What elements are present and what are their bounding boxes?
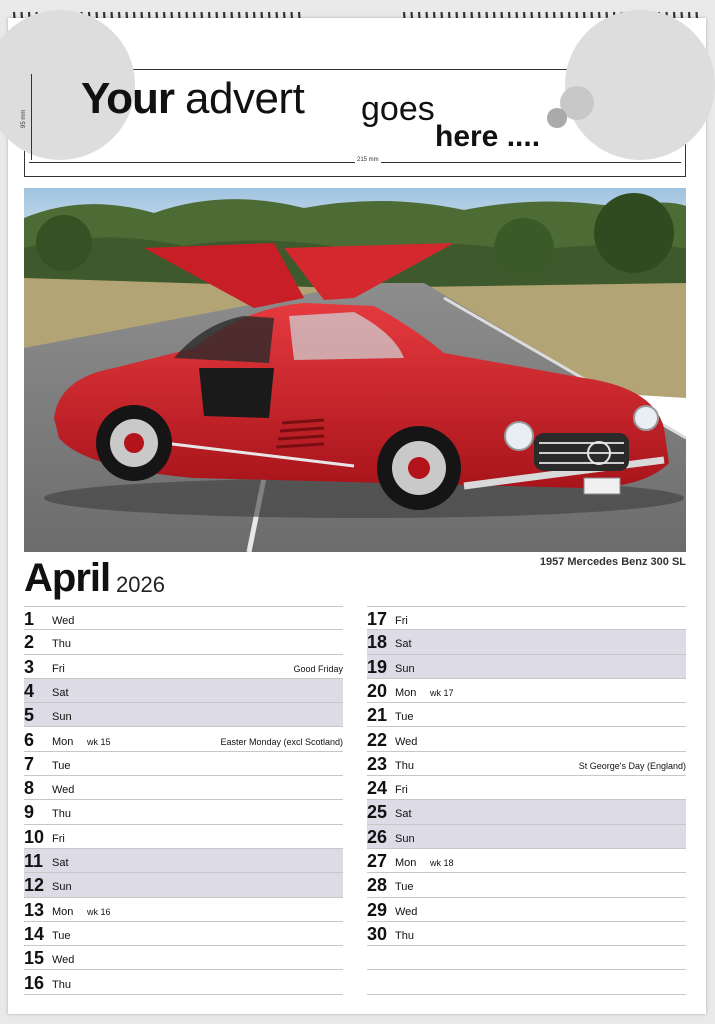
day-row: [24, 898, 343, 922]
day-row: [24, 752, 343, 776]
day-of-week: Sun: [395, 662, 415, 675]
day-number: 7: [24, 753, 35, 774]
day-row: [367, 873, 686, 897]
day-number: 22: [367, 729, 388, 750]
day-of-week: Mon: [52, 735, 74, 748]
day-number: 1: [24, 609, 35, 629]
day-of-week: Sun: [395, 832, 415, 845]
advert-word-advert: advert: [185, 74, 305, 123]
day-number: 29: [367, 899, 388, 920]
day-row: [367, 898, 686, 922]
day-of-week: Thu: [395, 759, 414, 772]
day-number: 15: [24, 948, 45, 969]
day-number: 17: [367, 609, 388, 629]
day-number: 14: [24, 923, 45, 944]
decor-circle: [547, 108, 567, 128]
day-of-week: Fri: [52, 832, 65, 845]
day-row: [24, 922, 343, 946]
day-of-week: Tue: [395, 711, 414, 724]
day-row: [367, 922, 686, 946]
day-number: 18: [367, 632, 388, 653]
photo-caption: 1957 Mercedes Benz 300 SL: [539, 556, 686, 568]
advert-word-your: Your: [81, 74, 174, 123]
week-number: wk 15: [87, 736, 111, 747]
day-of-week: Wed: [395, 905, 418, 918]
day-of-week: Sun: [52, 711, 72, 724]
holiday-label: Easter Monday (excl Scotland): [220, 736, 343, 747]
day-number: 24: [367, 778, 388, 799]
week-number: wk 18: [430, 858, 454, 868]
day-number: 2: [24, 632, 35, 653]
day-number: 4: [24, 680, 35, 701]
day-row: [367, 752, 686, 776]
day-row: [24, 971, 343, 995]
day-number: 8: [24, 778, 35, 799]
day-of-week: Mon: [52, 905, 74, 918]
day-row: [24, 606, 343, 630]
day-of-week: Wed: [52, 784, 75, 797]
day-number: 19: [367, 656, 388, 677]
day-number: 5: [24, 705, 35, 726]
day-of-week: Thu: [52, 978, 71, 991]
day-of-week: Tue: [52, 929, 71, 942]
day-row: [24, 630, 343, 654]
day-row: [367, 971, 686, 995]
day-row: [24, 776, 343, 800]
day-row: [367, 776, 686, 800]
advert-word-here: here ....: [435, 120, 541, 153]
day-of-week: Fri: [395, 784, 408, 797]
day-row: [24, 825, 343, 849]
month-title: April: [24, 556, 111, 600]
day-number: 27: [367, 851, 388, 871]
day-of-week: Wed: [52, 615, 75, 627]
day-row: [24, 800, 343, 824]
day-row: [24, 728, 343, 752]
day-of-week: Tue: [395, 881, 414, 894]
day-row: [367, 606, 686, 630]
day-number: 28: [367, 875, 388, 896]
day-number: 9: [24, 802, 35, 823]
advert-placeholder: [21, 69, 686, 177]
day-row: [367, 655, 686, 679]
day-row: [24, 655, 343, 679]
year-label: 2026: [116, 572, 165, 597]
advert-word-goes: goes: [361, 90, 435, 128]
day-number: 3: [24, 656, 35, 677]
day-of-week: Thu: [52, 638, 71, 651]
day-of-week: Sat: [52, 857, 69, 869]
day-row: [367, 800, 686, 824]
day-row: [24, 849, 343, 873]
day-of-week: Mon: [395, 686, 417, 699]
day-of-week: Fri: [52, 662, 65, 675]
day-of-week: Wed: [52, 954, 75, 967]
day-row: [367, 728, 686, 752]
day-number: 13: [24, 899, 45, 920]
day-row: [367, 825, 686, 849]
holiday-label: St George's Day (England): [578, 760, 686, 771]
day-row: [367, 679, 686, 703]
car-photo: [24, 188, 686, 552]
day-row: [367, 630, 686, 654]
day-number: 12: [24, 875, 45, 896]
day-row: [367, 849, 686, 873]
day-of-week: Thu: [52, 808, 71, 821]
car-photo-illustration: [24, 188, 686, 552]
day-row: [24, 873, 343, 897]
holiday-label: Good Friday: [293, 663, 343, 674]
day-number: 16: [24, 972, 45, 993]
day-number: 30: [367, 923, 388, 944]
week-number: wk 16: [87, 906, 111, 917]
day-number: 26: [367, 826, 388, 847]
day-of-week: Sun: [52, 881, 72, 894]
day-of-week: Fri: [395, 615, 408, 627]
day-number: 23: [367, 753, 388, 774]
height-dimension-line: [31, 74, 32, 160]
day-of-week: Sat: [52, 686, 69, 699]
day-row: [367, 946, 686, 970]
day-number: 6: [24, 729, 35, 750]
day-number: 25: [367, 802, 388, 823]
day-of-week: Thu: [395, 929, 414, 942]
week-number: wk 17: [430, 687, 454, 698]
day-of-week: Sat: [395, 638, 412, 651]
width-dimension-label: 215 mm: [357, 157, 379, 163]
day-of-week: Mon: [395, 857, 417, 869]
decor-shape: [565, 10, 715, 160]
day-number: 21: [367, 705, 388, 726]
day-of-week: Sat: [395, 808, 412, 821]
day-row: [24, 946, 343, 970]
day-row: [367, 703, 686, 727]
height-dimension-label: 95 mm: [21, 109, 27, 128]
day-row: [24, 679, 343, 703]
day-number: 11: [24, 851, 44, 871]
day-of-week: Tue: [52, 759, 71, 772]
day-row: [24, 703, 343, 727]
day-of-week: Wed: [395, 735, 418, 748]
day-number: 10: [24, 826, 45, 847]
day-number: 20: [367, 680, 388, 701]
